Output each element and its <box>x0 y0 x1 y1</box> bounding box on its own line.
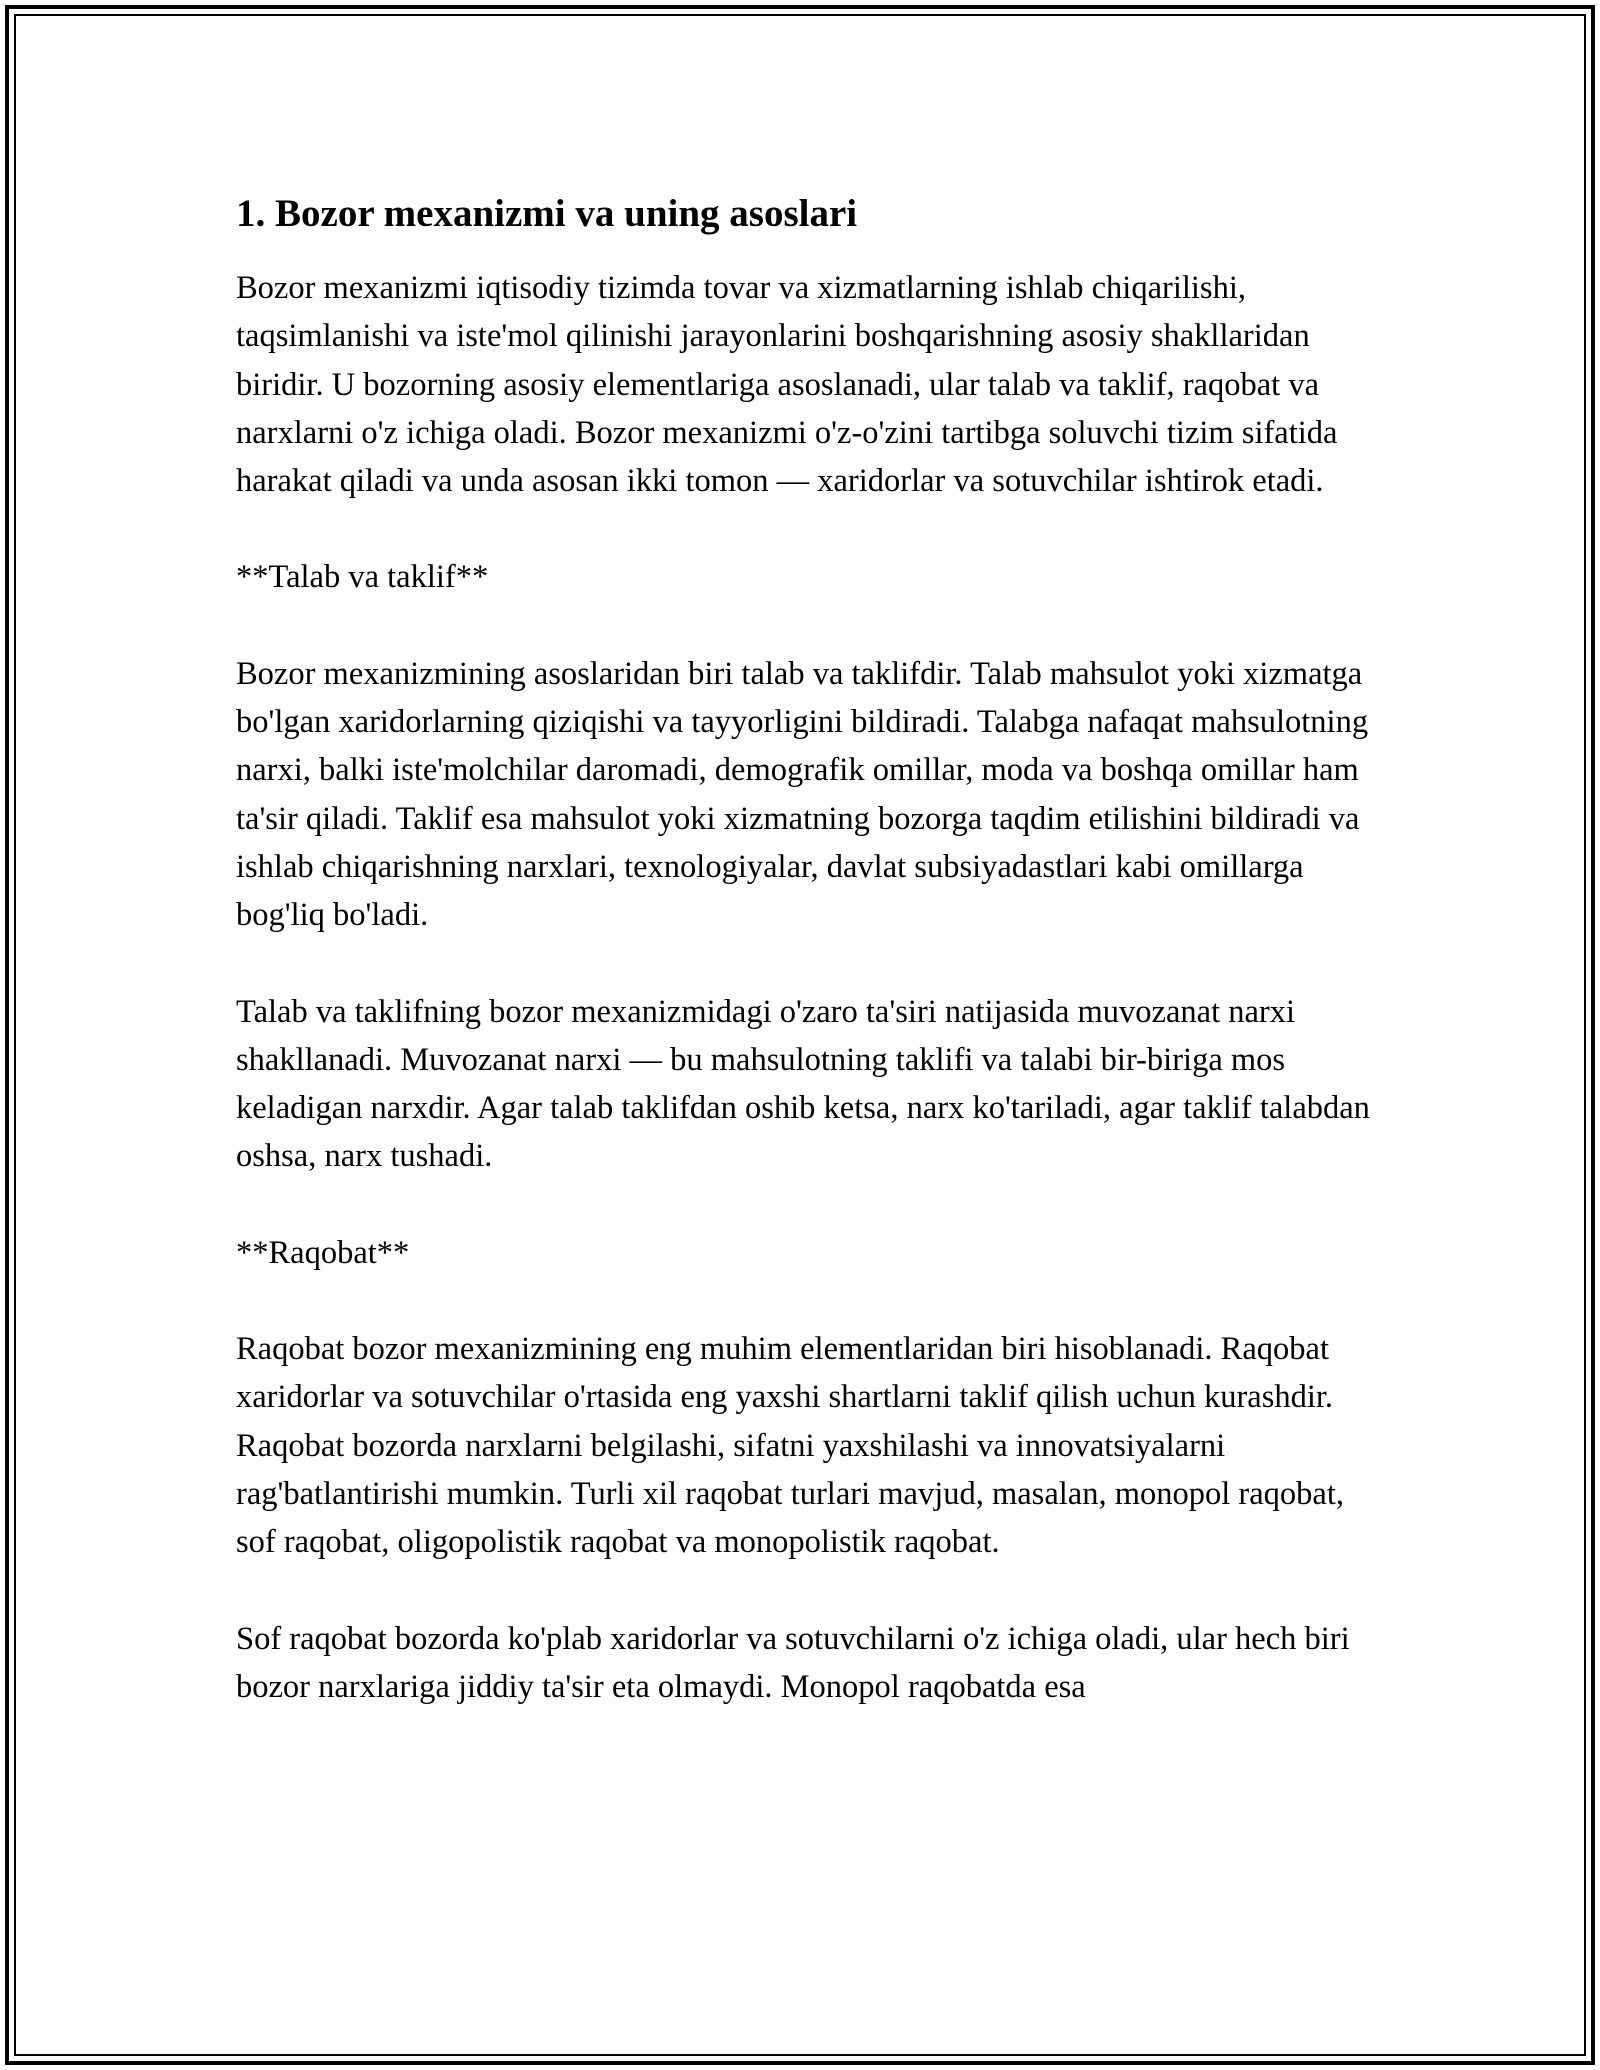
subheading-raqobat: **Raqobat** <box>236 1234 410 1271</box>
section-heading: 1. Bozor mexanizmi va uning asoslari <box>236 192 858 235</box>
paragraph-muvozanat: Talab va taklifning bozor mexanizmidagi o'zaro ta'siri natijasida muvozanat narxi shakllanadi. Muvozanat narxi — bu mahsulotning taklifi va talabi bir-biriga mos keladigan narxdir. Agar talab taklifdan oshib ketsa, narx ko'tariladi, agar taklif talabdan oshsa, narx tushadi. <box>236 993 1370 1175</box>
paragraph-raqobat: Raqobat bozor mexanizmining eng muhim elementlaridan biri hisoblanadi. Raqobat xaridorlar va sotuvchilar o'rtasida eng yaxshi shartlarni taklif qilish uchun kurashdir. Raqobat bozorda narxlarni belgilashi, sifatni yaxshilashi va innovatsiyalarni rag'batlantirishi mumkin. Turli xil raqobat turlari mavjud, masalan, monopol raqobat, sof raqobat, oligopolistik raqobat va monopolistik raqobat. <box>236 1331 1344 1561</box>
document-body <box>236 186 1371 1711</box>
paragraph-intro: Bozor mexanizmi iqtisodiy tizimda tovar va xizmatlarning ishlab chiqarilishi, taqsimlanishi va iste'mol qilinishi jarayonlarini boshqarishning asosiy shakllaridan biridir. U bozorning asosiy elementlariga asoslanadi, ular talab va taklif, raqobat va narxlarni o'z ichiga oladi. Bozor mexanizmi o'z-o'zini tartibga soluvchi tizim sifatida harakat qiladi va unda asosan ikki tomon — xaridorlar va sotuvchilar ishtirok etadi. <box>236 270 1338 500</box>
paragraph-sof-raqobat: Sof raqobat bozorda ko'plab xaridorlar va sotuvchilarni o'z ichiga oladi, ular hech biri bozor narxlariga jiddiy ta'sir eta olmaydi. Monopol raqobatda esa <box>236 1620 1350 1705</box>
subheading-talab-taklif: **Talab va taklif** <box>236 559 489 596</box>
paragraph-talab-taklif: Bozor mexanizmining asoslaridan biri talab va taklifdir. Talab mahsulot yoki xizmatga bo'lgan xaridorlarning qiziqishi va tayyorligini bildiradi. Talabga nafaqat mahsulotning narxi, balki iste'molchilar daromadi, demografik omillar, moda va boshqa omillar ham ta'sir qiladi. Taklif esa mahsulot yoki xizmatning bozorga taqdim etilishini bildiradi va ishlab chiqarishning narxlari, texnologiyalar, davlat subsiyadastlari kabi omillarga bog'liq bo'ladi. <box>236 655 1369 934</box>
